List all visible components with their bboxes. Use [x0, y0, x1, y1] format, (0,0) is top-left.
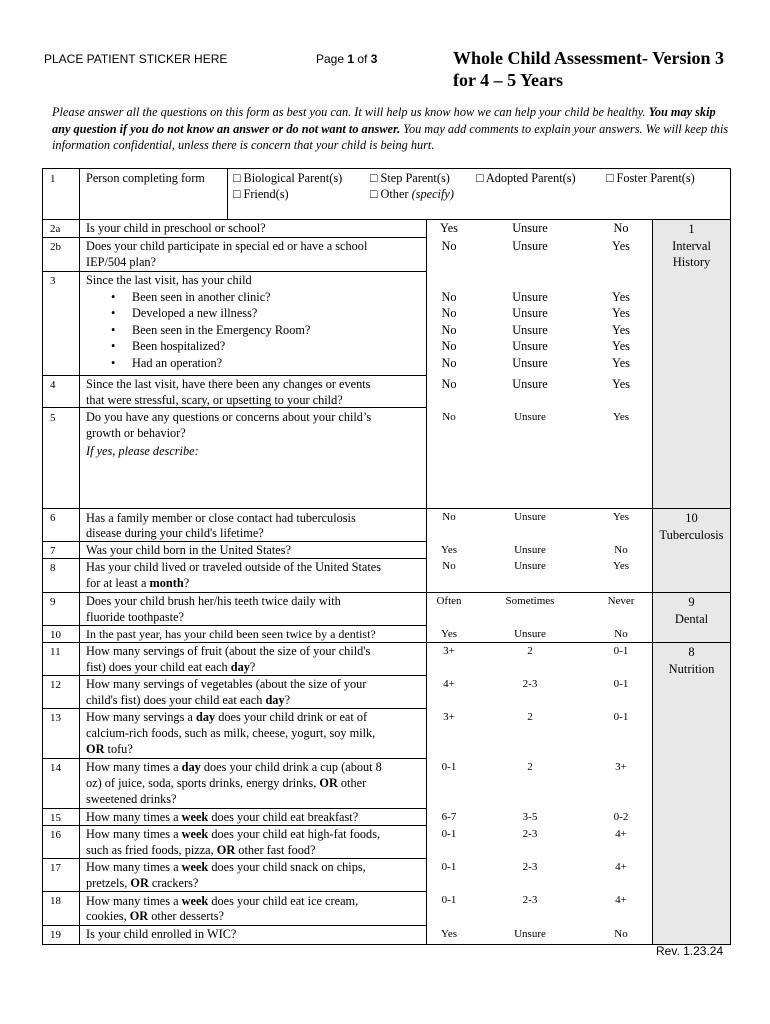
list-item: • Been seen in another clinic?: [86, 289, 310, 306]
question-text: Is your child in preschool or school?: [86, 221, 266, 235]
row-number: 1: [50, 173, 56, 185]
text-fragment: does your child eat breakfast?: [208, 810, 359, 824]
patient-sticker-label: PLACE PATIENT STICKER HERE: [44, 52, 228, 66]
answer-option-1[interactable]: Yes: [440, 221, 458, 235]
answer-option-3[interactable]: 0-1: [613, 645, 629, 657]
answer-option-3[interactable]: 3+: [615, 761, 627, 773]
answer-option-2[interactable]: Unsure: [514, 628, 546, 640]
emphasis: OR: [319, 776, 338, 790]
section-nutrition: [653, 644, 730, 677]
row-number: 4: [50, 379, 56, 391]
question-text: Since the last visit, have there been any changes or events: [86, 377, 371, 391]
row-number: 2b: [50, 241, 61, 253]
row-number: 8: [50, 562, 56, 574]
answer-option-3[interactable]: Never: [607, 595, 635, 607]
text-fragment: How many times a: [86, 827, 182, 841]
text-fragment: ?: [249, 660, 256, 674]
question-text: that were stressful, scary, or upsetting to your child?: [86, 393, 343, 407]
list-item: • Had an operation?: [86, 355, 310, 372]
answer-option-3[interactable]: Yes: [612, 306, 630, 320]
question-text: [86, 809, 358, 826]
answer-option-2[interactable]: Unsure: [512, 221, 548, 235]
row-number: 6: [50, 512, 56, 524]
option-foster-parent[interactable]: □ Foster Parent(s): [606, 171, 695, 185]
text-fragment: does your child drink a cup (about 8: [200, 760, 382, 774]
question-text: [86, 759, 382, 776]
intro-text-2: You may add comments to explain your answers. We will keep this information confidential, unless there is concern that your child is being hurt.: [52, 121, 729, 152]
answer-option-3[interactable]: Yes: [612, 560, 629, 572]
emphasis: week: [181, 827, 209, 841]
section-label: Tuberculosis: [659, 527, 724, 542]
table-border: [42, 168, 731, 169]
emphasis: OR: [216, 843, 236, 857]
answer-option-3[interactable]: Yes: [612, 355, 630, 370]
table-border: [42, 944, 731, 945]
answer-option-3[interactable]: Yes: [612, 289, 630, 304]
list-item: • Been seen in the Emergency Room?: [86, 322, 310, 339]
row-number: 17: [50, 862, 61, 874]
answer-option-2[interactable]: 2: [527, 761, 533, 773]
section-number: 9: [688, 595, 695, 609]
row-number: 15: [50, 812, 61, 824]
answer-option-1[interactable]: 4+: [443, 678, 455, 690]
page-current: 1: [347, 52, 355, 66]
page-of: of: [354, 52, 371, 66]
answer-option-1[interactable]: Often: [436, 595, 462, 607]
answer-option-3[interactable]: Yes: [612, 339, 630, 353]
question-text: Does your child brush her/his teeth twice daily with: [86, 594, 341, 608]
answer-option-3[interactable]: 0-1: [613, 711, 629, 723]
answer-option-2[interactable]: Unsure: [512, 239, 548, 253]
text-fragment: other desserts?: [148, 909, 224, 923]
answer-option-2[interactable]: 2: [527, 645, 533, 657]
text-fragment: How many servings a: [86, 710, 196, 724]
intro-bold: You may skip any question if you do not know an answer or do not want to answer.: [52, 105, 716, 136]
answer-option-3[interactable]: No: [614, 628, 628, 640]
row-number: 11: [50, 646, 61, 658]
question-text: Does your child participate in special ed or have a school: [86, 239, 368, 253]
question-text: [86, 575, 189, 592]
answer-option-1[interactable]: No: [441, 355, 457, 370]
emphasis: week: [181, 894, 209, 908]
list-item: • Been hospitalized?: [86, 338, 310, 355]
answer-option-2[interactable]: Unsure: [512, 355, 548, 370]
question-text: growth or behavior?: [86, 426, 186, 440]
question-text: Is your child enrolled in WIC?: [86, 927, 237, 941]
text-fragment: oz) of juice, soda, sports drinks, energy drinks,: [86, 776, 320, 790]
answer-column-3: [594, 289, 648, 372]
answer-option-2[interactable]: Unsure: [514, 544, 546, 556]
option-adopted-parent[interactable]: □ Adopted Parent(s): [476, 171, 576, 185]
row-number: 10: [50, 629, 61, 641]
text-fragment: fist) does your child eat each: [86, 660, 231, 674]
page-prefix: Page: [316, 52, 348, 66]
form-title-line1: Whole Child Assessment- Version 3: [453, 48, 725, 68]
question-text: [86, 775, 366, 792]
emphasis: week: [181, 810, 209, 824]
answer-option-2[interactable]: Unsure: [514, 928, 546, 940]
section-number: 1: [688, 222, 695, 236]
question-text: [86, 659, 255, 676]
answer-option-3[interactable]: No: [614, 928, 628, 940]
answer-option-3[interactable]: Yes: [612, 239, 630, 253]
describe-prompt: If yes, please describe:: [86, 444, 199, 458]
row-number: 7: [50, 545, 56, 557]
section-label: Nutrition: [668, 661, 715, 676]
option-other-label: □ Other: [370, 187, 412, 201]
table-border: [730, 168, 731, 945]
question-text: How many servings of vegetables (about the size of your: [86, 677, 367, 691]
text-fragment: How many times a: [86, 894, 182, 908]
option-other[interactable]: [370, 186, 454, 203]
row-number: 9: [50, 596, 56, 608]
question-text: sweetened drinks?: [86, 792, 177, 806]
section-interval-history: [653, 221, 730, 271]
text-fragment: pretzels,: [86, 876, 131, 890]
answer-column-2: [490, 289, 570, 372]
text-fragment: crackers?: [148, 876, 199, 890]
section-tuberculosis: [653, 510, 730, 543]
answer-option-1[interactable]: No: [442, 511, 456, 523]
question-text: Was your child born in the United States?: [86, 543, 291, 557]
question-text: [86, 692, 290, 709]
answer-option-1[interactable]: 0-1: [441, 894, 457, 906]
section-label: Interval: [672, 238, 711, 253]
emphasis: day: [230, 660, 250, 674]
answer-option-1[interactable]: No: [442, 560, 456, 572]
question-text: Has a family member or close contact had tuberculosis: [86, 511, 356, 525]
question-text: [86, 908, 224, 925]
form-title: [453, 47, 753, 91]
column-divider: [79, 168, 80, 945]
text-fragment: tofu?: [104, 742, 133, 756]
question-text: Do you have any questions or concerns about your child’s: [86, 410, 372, 424]
question-text: fluoride toothpaste?: [86, 610, 185, 624]
section-number: 10: [685, 511, 698, 525]
emphasis: OR: [86, 742, 105, 756]
section-label: History: [672, 255, 711, 269]
row-number: 13: [50, 712, 61, 724]
answer-option-1[interactable]: No: [441, 239, 457, 253]
option-step-parent[interactable]: □ Step Parent(s): [370, 171, 450, 185]
emphasis: OR: [130, 876, 149, 890]
answer-option-3[interactable]: No: [613, 221, 629, 235]
question-text: Since the last visit, has your child: [86, 273, 252, 287]
intro-text-1: Please answer all the questions on this form as best you can. It will help us know how we can help your child be healthy.: [52, 105, 649, 119]
answer-option-3[interactable]: No: [614, 544, 628, 556]
answer-option-2[interactable]: 2-3: [522, 861, 538, 873]
section-label: Dental: [674, 611, 709, 626]
option-other-specify: (specify): [411, 187, 454, 201]
answer-option-3[interactable]: 4+: [615, 828, 627, 840]
question-text: Has your child lived or traveled outside of the United States: [86, 560, 382, 574]
option-biological-parent[interactable]: □ Biological Parent(s): [233, 171, 343, 185]
row-number: 5: [50, 412, 56, 424]
answer-option-1[interactable]: No: [441, 377, 457, 391]
answer-option-1[interactable]: No: [442, 411, 456, 423]
text-fragment: does your child snack on chips,: [208, 860, 366, 874]
emphasis: day: [265, 693, 285, 707]
row-number: 16: [50, 829, 61, 841]
describe-text-area[interactable]: [84, 462, 424, 506]
emphasis: week: [181, 860, 209, 874]
answer-option-2[interactable]: Unsure: [512, 289, 548, 304]
emphasis: month: [149, 576, 184, 590]
section-number: 8: [688, 645, 695, 659]
answer-option-1[interactable]: 0-1: [441, 761, 457, 773]
answer-option-2[interactable]: 2: [527, 711, 533, 723]
answer-option-3[interactable]: 4+: [615, 894, 627, 906]
answer-option-1[interactable]: No: [441, 322, 457, 337]
question-text: [86, 826, 380, 843]
answer-option-2[interactable]: 2-3: [522, 828, 538, 840]
section-dental: [653, 594, 730, 627]
answer-option-3[interactable]: Yes: [612, 511, 629, 523]
person-completing-label: Person completing form: [86, 171, 205, 185]
answer-option-1[interactable]: 3+: [443, 645, 455, 657]
text-fragment: does your child eat ice cream,: [208, 894, 359, 908]
table-border: [42, 168, 43, 945]
section-shade-nutrition: [653, 643, 730, 944]
emphasis: OR: [129, 909, 149, 923]
emphasis: day: [195, 710, 216, 724]
form-title-line2: for 4 – 5 Years: [453, 70, 563, 90]
answer-option-2[interactable]: 2-3: [522, 894, 538, 906]
answer-option-1[interactable]: No: [441, 306, 457, 320]
text-fragment: such as fried foods, pizza,: [86, 843, 217, 857]
answer-option-2[interactable]: Unsure: [512, 322, 548, 337]
text-fragment: cookies,: [86, 909, 130, 923]
intro-paragraph: [52, 104, 732, 154]
answer-option-1[interactable]: Yes: [440, 928, 457, 940]
row-number: 19: [50, 929, 61, 941]
question-sublist: [86, 289, 310, 372]
question-text: [86, 875, 198, 892]
answer-option-2[interactable]: Unsure: [514, 560, 546, 572]
answer-option-3[interactable]: 0-1: [613, 678, 629, 690]
text-fragment: How many times a: [86, 810, 182, 824]
answer-option-2[interactable]: Unsure: [512, 339, 548, 353]
answer-option-1[interactable]: No: [441, 289, 457, 304]
question-text: IEP/504 plan?: [86, 255, 157, 269]
text-fragment: ?: [183, 576, 190, 590]
answer-option-3[interactable]: Yes: [612, 377, 630, 391]
page-total: 3: [370, 52, 378, 66]
answer-option-3[interactable]: 4+: [615, 861, 627, 873]
answer-option-2[interactable]: Unsure: [512, 377, 548, 391]
text-fragment: does your child eat high-fat foods,: [208, 827, 381, 841]
answer-option-1[interactable]: No: [441, 339, 457, 353]
text-fragment: other: [337, 776, 367, 790]
answer-option-2[interactable]: Sometimes: [505, 595, 555, 607]
answer-option-3[interactable]: Yes: [612, 322, 630, 337]
answer-option-1[interactable]: Yes: [440, 544, 457, 556]
answer-option-2[interactable]: Unsure: [512, 306, 548, 320]
answer-option-1[interactable]: 6-7: [441, 811, 457, 823]
text-fragment: child's fist) does your child eat each: [86, 693, 266, 707]
row-number: 2a: [50, 223, 61, 235]
answer-option-2[interactable]: 3-5: [522, 811, 538, 823]
answer-option-3[interactable]: 0-2: [613, 811, 629, 823]
answer-option-1[interactable]: 0-1: [441, 861, 457, 873]
answer-option-3[interactable]: Yes: [612, 411, 629, 423]
column-divider: [652, 219, 653, 945]
question-text: [86, 709, 367, 726]
answer-option-2[interactable]: 2-3: [522, 678, 538, 690]
answer-column-1: [427, 289, 471, 372]
emphasis: day: [181, 760, 201, 774]
row-number: 18: [50, 895, 61, 907]
question-text: How many servings of fruit (about the size of your child's: [86, 644, 371, 658]
text-fragment: other fast food?: [235, 843, 316, 857]
answer-option-1[interactable]: Yes: [440, 628, 457, 640]
answer-option-2[interactable]: Unsure: [514, 411, 546, 423]
question-text: calcium-rich foods, such as milk, cheese, yogurt, soy milk,: [86, 726, 376, 740]
question-text: [86, 842, 315, 859]
question-text: disease during your child's lifetime?: [86, 526, 264, 540]
text-fragment: How many times a: [86, 860, 182, 874]
question-text: [86, 859, 366, 876]
row-number: 12: [50, 679, 61, 691]
question-text: In the past year, has your child been seen twice by a dentist?: [86, 627, 376, 641]
answer-option-1[interactable]: 3+: [443, 711, 455, 723]
text-fragment: ?: [284, 693, 291, 707]
row-number: 14: [50, 762, 61, 774]
answer-option-1[interactable]: 0-1: [441, 828, 457, 840]
answer-option-2[interactable]: Unsure: [514, 511, 546, 523]
page-indicator: [316, 52, 377, 66]
text-fragment: does your child drink or eat of: [215, 710, 368, 724]
text-fragment: How many times a: [86, 760, 182, 774]
question-text: [86, 741, 133, 758]
option-friend[interactable]: □ Friend(s): [233, 187, 289, 201]
text-fragment: for at least a: [86, 576, 150, 590]
row-number: 3: [50, 275, 56, 287]
list-item: • Developed a new illness?: [86, 305, 310, 322]
column-divider: [227, 168, 228, 219]
revision-label: Rev. 1.23.24: [656, 944, 724, 958]
